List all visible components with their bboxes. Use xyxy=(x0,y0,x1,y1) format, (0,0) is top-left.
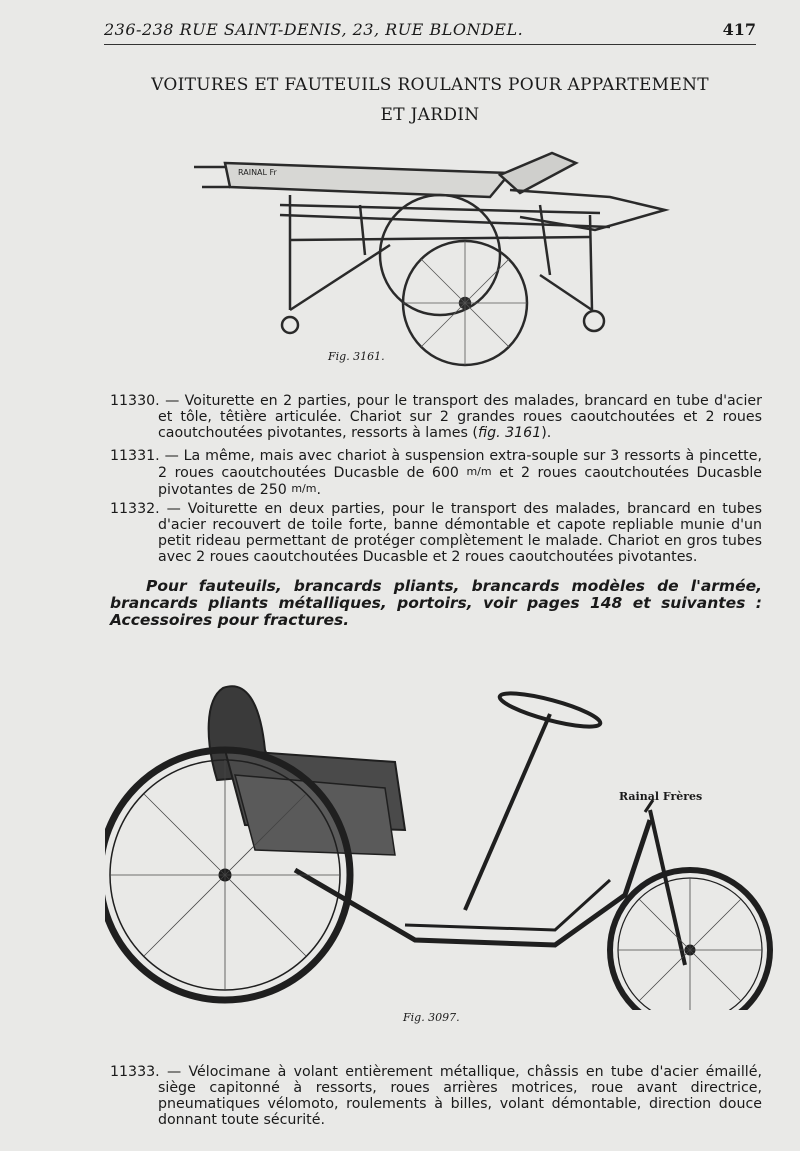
maker-brand-label: Rainal Frères xyxy=(619,790,703,803)
entry-dash: — xyxy=(166,501,181,517)
entry-number: 11330. xyxy=(110,393,160,409)
entry-number: 11332. xyxy=(110,501,160,517)
entry-tail: . xyxy=(316,482,321,498)
catalog-entry-11333 xyxy=(110,1064,762,1128)
entry-tail: ). xyxy=(541,425,552,441)
entry-number: 11333. xyxy=(110,1064,160,1080)
figure-caption-3161: Fig. 3161. xyxy=(328,350,385,363)
title-line-2: ET JARDIN xyxy=(380,105,480,125)
cross-reference-note: Pour fauteuils, brancards pliants, brancards modèles de l'armée, brancards pliants métalliques, portoirs, voir pages 148 et suivantes : Accessoires pour fractures. xyxy=(110,577,762,629)
unit-millimetre: m/m xyxy=(466,465,492,478)
entry-dash: — xyxy=(164,448,179,464)
entry-number: 11331. xyxy=(110,448,160,464)
page-number: 417 xyxy=(722,20,756,39)
catalog-entry-11331 xyxy=(110,448,762,498)
catalog-entry-11330 xyxy=(110,393,762,441)
page-title xyxy=(100,70,760,130)
entry-dash: — xyxy=(166,1064,182,1080)
entry-dash: — xyxy=(165,393,180,409)
unit-millimetre: m/m xyxy=(291,482,317,495)
velocimane-illustration xyxy=(105,680,775,1010)
entry-description-continued: et 2 roues caoutchoutées Ducasble pivotantes de 250 xyxy=(158,465,763,498)
stretcher-trolley-illustration xyxy=(190,145,670,370)
figure-caption-3097: Fig. 3097. xyxy=(403,1011,460,1024)
title-line-1: VOITURES ET FAUTEUILS ROULANTS POUR APPARTEMENT xyxy=(151,75,709,95)
catalog-entry-11332 xyxy=(110,501,762,565)
entry-description: Vélocimane à volant entièrement métallique, châssis en tube d'acier émaillé, siège capitonné à ressorts, roues arrières motrices, roue avant directrice, pneumatiques vélomoto, roulements à billes, volant démontable, direction douce donnant toute sécurité. xyxy=(158,1064,762,1128)
running-head xyxy=(104,20,756,45)
entry-description: Voiturette en 2 parties, pour le transport des malades, brancard en tube d'acier et tôle, têtière articulée. Chariot sur 2 grandes roues caoutchoutées et 2 roues caoutchoutées pivotantes, ressorts à lames ( xyxy=(158,393,762,441)
entry-figure-reference: fig. 3161 xyxy=(477,425,542,441)
header-address: 236-238 RUE SAINT-DENIS, 23, RUE BLONDEL. xyxy=(104,20,524,39)
stretcher-marking: RAINAL Fr xyxy=(238,168,277,177)
entry-description: La même, mais avec chariot à suspension extra-souple sur 3 ressorts à pincette, 2 roues caoutchoutées Ducasble de 600 xyxy=(158,448,762,481)
entry-description: Voiturette en deux parties, pour le transport des malades, brancard en tubes d'acier recouvert de toile forte, banne démontable et capote repliable munie d'un petit rideau permettant de protéger complètement le malade. Chariot en gros tubes avec 2 roues caoutchoutées Ducasble et 2 roues caoutchoutées pivotantes. xyxy=(158,501,762,565)
